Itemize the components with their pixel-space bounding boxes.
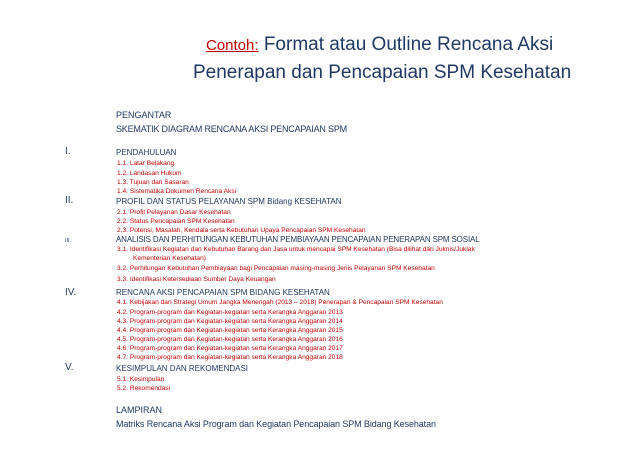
intro-pengantar: PENGANTAR bbox=[116, 110, 172, 120]
title-line-1-text: Format atau Outline Rencana Aksi bbox=[258, 34, 554, 55]
section-4-item: 4.2. Program-program dan Kegiatan-kegiatan serta Kerangka Anggaran 2013 bbox=[117, 309, 343, 316]
section-2-heading: PROFIL DAN STATUS PELAYANAN SPM Bidang KESEHATAN bbox=[116, 197, 342, 206]
intro-skematik: SKEMATIK DIAGRAM RENCANA AKSI PENCAPAIAN SPM bbox=[116, 124, 347, 134]
title-example-label: Contoh: bbox=[206, 37, 259, 54]
title-line-1 bbox=[206, 34, 553, 56]
section-5-item: 5.2. Rekomendasi bbox=[117, 385, 171, 392]
section-3-item: 3.1. Identifikasi Kegiatan dan Kebutuhan Barang dan Jasa untuk mencapai SPM Kesehatan (Bisa dilihat dari Juknis/Juklak bbox=[117, 246, 475, 253]
section-5-numeral: V. bbox=[65, 362, 74, 373]
section-4-item: 4.5. Program-program dan Kegiatan-kegiatan serta Kerangka Anggaran 2016 bbox=[117, 336, 343, 343]
section-2-item: 2.2. Status Pencapaian SPM Kesehatan bbox=[117, 218, 235, 225]
section-2-item: 2.1. Profil Pelayanan Dasar Kesehatan bbox=[117, 209, 231, 216]
section-1-item: 1.1. Latar Belakang bbox=[117, 160, 175, 167]
section-4-item: 4.6. Program-program dan Kegiatan-kegiatan serta Kerangka Anggaran 2017 bbox=[117, 345, 343, 352]
section-2-item: 2.3. Potensi, Masalah, Kendala serta Kebutuhan Upaya Pencapaian SPM Kesehatan bbox=[117, 227, 366, 234]
section-3-numeral: III. bbox=[65, 238, 72, 244]
section-4-item: 4.3. Program-program dan Kegiatan-kegiatan serta Kerangka Anggaran 2014 bbox=[117, 318, 343, 325]
section-1-item: 1.3. Tujuan dan Sasaran bbox=[117, 179, 189, 186]
section-1-item: 1.4. Sistematika Dokumen Rencana Aksi bbox=[117, 188, 237, 195]
section-3-heading: ANALISIS DAN PERHITUNGAN KEBUTUHAN PEMBIAYAAN PENCAPAIAN PENERAPAN SPM SOSIAL bbox=[116, 235, 480, 244]
section-5-item: 5.1. Kesimpulan bbox=[117, 376, 165, 383]
section-5-heading: KESIMPULAN DAN REKOMENDASI bbox=[116, 364, 249, 373]
section-2-numeral: II. bbox=[65, 195, 74, 206]
section-4-heading: RENCANA AKSI PENCAPAIAN SPM BIDANG KESEHATAN bbox=[116, 288, 330, 297]
appendix-text: Matriks Rencana Aksi Program dan Kegiatan Pencapaian SPM Bidang Kesehatan bbox=[116, 419, 436, 429]
section-4-item: 4.7. Program-program dan Kegiatan-kegiatan serta Kerangka Anggaran 2018 bbox=[117, 354, 343, 361]
section-3-item: 3.3. Identifikasi Ketersediaan Sumber Daya Keuangan bbox=[117, 276, 276, 283]
section-1-heading: PENDAHULUAN bbox=[116, 148, 177, 157]
section-4-item: 4.4. Program-program dan Kegiatan-kegiatan serta Kerangka Anggaran 2015 bbox=[117, 327, 343, 334]
section-3-item: Kementerian Kesehatan) bbox=[133, 255, 206, 262]
title-line-2: Penerapan dan Pencapaian SPM Kesehatan bbox=[193, 62, 572, 83]
appendix-heading: LAMPIRAN bbox=[116, 405, 163, 415]
section-1-numeral: I. bbox=[65, 146, 71, 157]
section-4-numeral: IV. bbox=[65, 287, 77, 298]
section-3-item: 3.2. Perhitungan Kebutuhan Pembiayaan bagi Pencapaian masing-masing Jenis Pelayanan SPM Kesehatan bbox=[117, 265, 435, 272]
section-4-item: 4.1. Kebijakan dan Strategi Umum Jangka Menengah (2013 – 2018) Penerapan & Pencapaian SPM Kesehatan bbox=[117, 299, 443, 306]
section-1-item: 1.2. Landasan Hukum bbox=[117, 170, 182, 177]
